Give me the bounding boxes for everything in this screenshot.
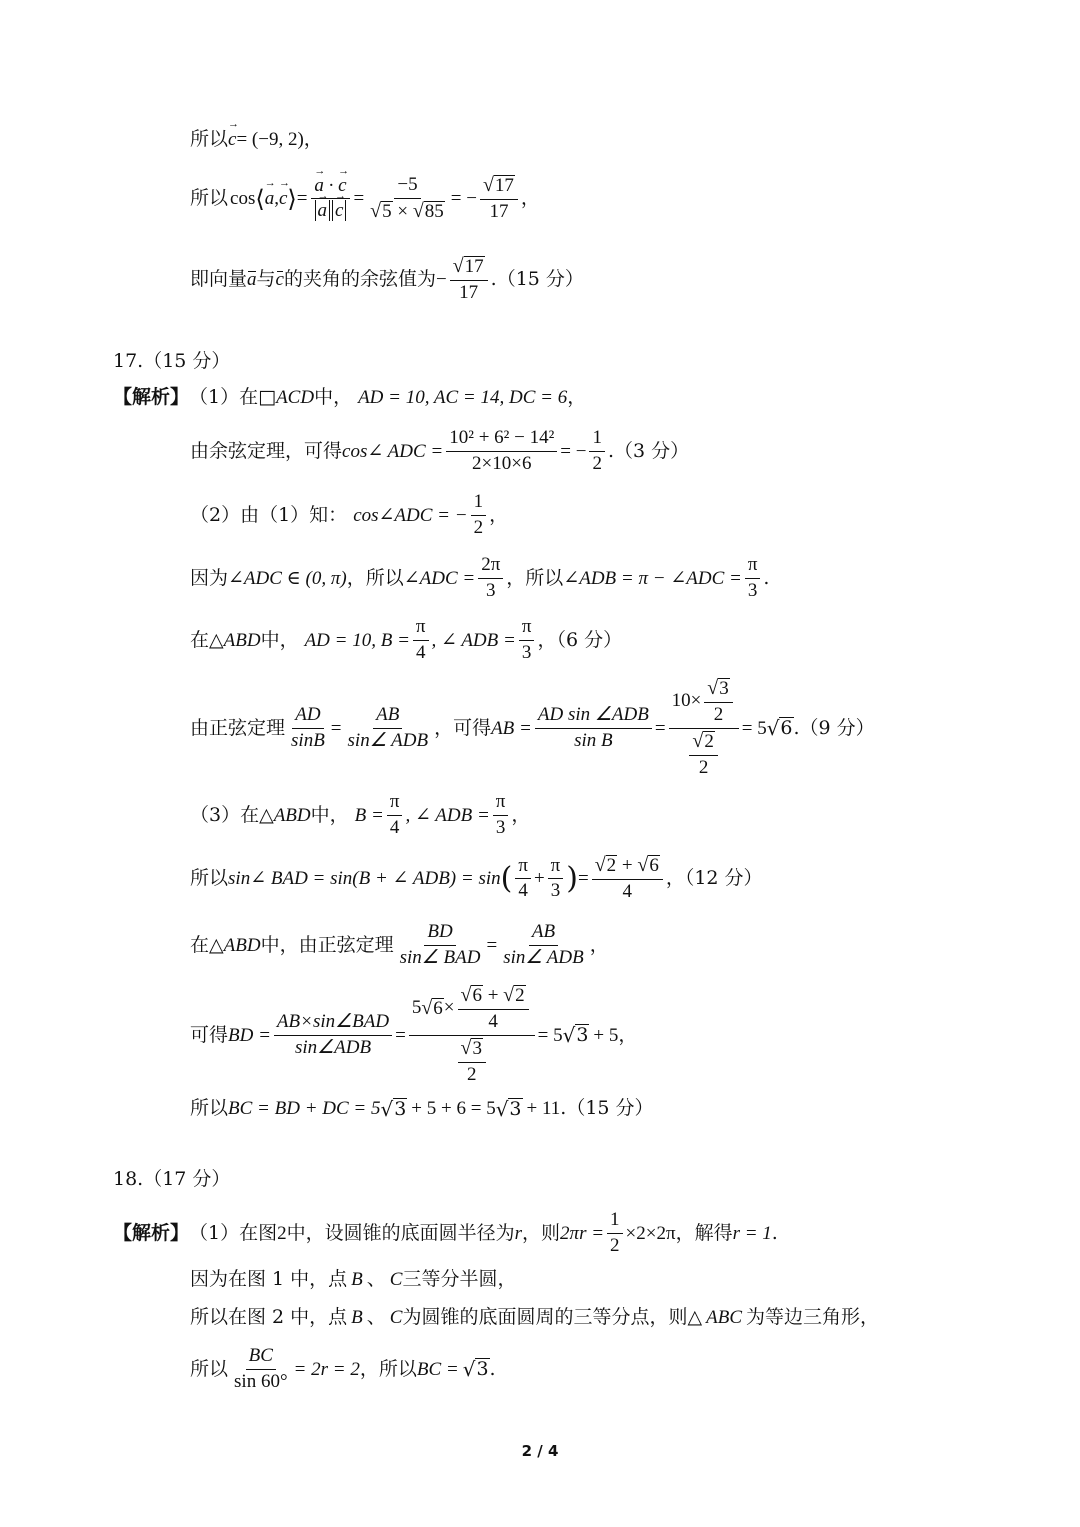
fraction: → a · → c → a→ c [311,176,351,223]
math: sin∠ BAD = sin(B + ∠ ADB) = sin [228,868,501,890]
fraction: $\frac{\pi}{4}$ [413,617,429,664]
heading-text: 17.（15 分） [113,350,231,372]
text: ， [489,503,509,526]
vector-c: → c [228,130,236,149]
math: ACD [276,387,315,408]
text: .（9 分） [793,716,875,739]
fraction: $\frac{1}{2}$ [607,1210,623,1257]
line-17-6: 由正弦定理 $\frac{AD}{\sin B}$ = $\frac{AB}{\text{sin∠ ADB}}$ ，可得 AB = $\frac{\text{AD sin ∠ADB}}{\text{sin B}}$ = 10× √ 3 2 √ 2 2 = 5 √ 6 .（9 分） [190,677,875,778]
line-17-3 [190,492,508,539]
fraction: √ 17 17 [450,256,488,304]
text: 中，设圆锥的底面圆半径为 [286,1221,515,1244]
line-cos-ac: 所以 cos ⟨ → a , → c ⟩ = → a · → c → a→ c = −5 √ 5 × √ 85 = − √ 17 17 ， [190,175,540,223]
bracket: ⟨ [255,184,265,213]
math: r = 1 [732,1222,772,1244]
text: 在△ [190,933,224,956]
line-17-2: 由余弦定理，可得 cos∠ ADC = $\frac{\text{10² + 6² − 14²}}{2\times 10\times 6}$ = − $\frac{1}{2}$ .（3 分） [190,427,690,474]
text: 所以 [190,867,229,890]
math: B [351,1269,363,1290]
fraction: $\frac{1}{2}$ [589,428,605,475]
text: . [771,1221,778,1244]
fraction: $\frac{AB}{\text{sin∠ ADB}}$ [503,921,584,968]
fraction: $\frac{\text{10² + 6² − 14²}}{2\times 10\times 6}$ [446,428,557,475]
text: 三等分半圆， [402,1268,517,1290]
text: （3）在△ [190,803,274,826]
math: , ∠ ADB = [431,629,516,651]
text: 即向量 [190,268,248,291]
math: cos∠ADC = − [353,504,468,526]
text: 中， [310,803,349,826]
text: 所以 [190,128,229,150]
line-result-cos: 即向量 a 与 c 的夹角的余弦值为 − √ 17 17 .（15 分） [190,255,584,303]
line-18-2 [190,1270,517,1289]
text: ， [520,187,540,210]
fraction: $\frac{\pi}{4}$ [387,792,403,839]
text: 的夹角的余弦值为 [283,268,436,291]
fraction: $\frac{\pi}{3}$ [519,617,535,664]
text: .（15 分） [490,268,584,291]
math: C [389,1269,403,1290]
math: ∠ADB = π − ∠ADC = [563,567,742,589]
math: r [514,1222,523,1244]
line-17-8: 所以 sin∠ BAD = sin(B + ∠ ADB) = sin ( $\frac{\pi}{4}$ + $\frac{\pi}{3}$ ) = √ 2 + √ 6 4 ，（12 分） [190,854,763,902]
text: 所以 [190,1357,229,1380]
math: ABC [706,1307,742,1328]
math: BC = [416,1358,459,1380]
text: （1）在图 [189,1221,278,1244]
line-17-4 [190,555,769,602]
text: . [763,566,770,589]
line-17-11: 所以 BC = BD + DC = 5 √ 3 + 5 + 6 = 5 √ 3 + 11 .（15 分） [190,1096,654,1121]
fraction: $\frac{BD}{\text{sin∠ BAD}}$ [399,921,481,968]
fraction: $\frac{BC}{\sin 60^\circ}$ [234,1345,288,1392]
math: cos [230,188,256,210]
math: cos∠ ADC = [342,440,444,462]
math: ABD [273,804,311,826]
page-number: 2 / 4 [521,1442,559,1460]
text: 由余弦定理，可得 [190,439,343,462]
text: ，解得 [675,1221,733,1244]
text: ，所以 [359,1357,417,1380]
compound-fraction: 10× √ 3 2 √ 2 2 [669,678,739,779]
math: ABD [223,934,261,956]
fraction: $\frac{\pi}{3}$ [548,856,564,903]
math: ∠ADC ∈ (0, π) [228,567,347,589]
math: , ∠ ADB = [405,804,490,826]
text: ， [618,1023,638,1046]
text: .（3 分） [607,439,690,462]
text: ， [303,128,323,150]
fraction: √ 17 17 [480,175,518,223]
text: 因为在图 1 中，点 [190,1268,348,1290]
tag: 【解析】 [113,386,190,408]
math: BC = BD + DC = 5 [228,1098,381,1120]
fraction: −5 √ 5 × √ 85 [370,174,444,222]
math: ABD [223,629,261,651]
line-17-9: 在△ ABD 中，由正弦定理 $\frac{BD}{\text{sin∠ BAD}}$ = $\frac{AB}{\text{sin∠ ADB}}$ ， [190,921,609,968]
fraction: $\frac{2\pi}{3}$ [478,555,503,602]
text: ，（6 分） [537,628,623,651]
text: 与 [256,268,276,291]
math: AB = [491,717,532,739]
math: C [389,1307,403,1328]
math: AD = 10, AC = 14, DC = 6 [358,387,568,408]
math: ∠ADC = [403,567,476,589]
text: 中， [314,386,353,408]
text: 可得 [190,1023,229,1046]
math: B = [354,804,384,826]
fraction: $\frac{1}{2}$ [471,492,487,539]
line-18-3 [190,1308,879,1327]
math: B [351,1307,363,1328]
fraction: $\frac{AD}{\sin B}$ [291,703,325,751]
heading-17 [113,352,230,371]
text: ， [589,933,609,956]
text: 为圆锥的底面圆周的三等分点，则△ [402,1306,703,1328]
fraction: $\frac{AB}{\text{sin∠ ADB}}$ [347,703,429,751]
text: 中，由正弦定理 [260,933,394,956]
fraction: $\frac{\text{AB×sin∠BAD}}{\text{sin∠ADB}}$ [274,1012,392,1059]
text: .（15 分） [560,1097,654,1120]
line-c-vector [190,130,323,149]
text: （1）在□ [189,386,277,408]
line-18-1: 【解析】 （1）在图 2 中，设圆锥的底面圆半径为 r ，则 2πr = $\frac{1}{2}$ ×2×2π ，解得 r = 1 . [113,1209,778,1256]
fraction: $\frac{\pi}{3}$ [745,555,761,602]
fraction: $\frac{\text{AD sin ∠ADB}}{\text{sin B}}$ [535,705,652,752]
text: 、 [366,1268,386,1290]
math: 2πr = [560,1222,605,1244]
text: 为等边三角形， [746,1306,880,1328]
fraction: √ 2 + √ 6 4 [592,855,663,903]
compound-fraction: 5 √ 6 × √ 6 + √ 2 4 √ 3 2 [409,985,535,1086]
text: ，（12 分） [665,867,763,890]
line-17-7 [190,792,530,839]
text: ，可得 [434,716,492,739]
heading-text: 18.（17 分） [113,1168,231,1190]
text: . [489,1357,496,1380]
text: （2）由（1）知： [190,503,348,526]
text: 由正弦定理 [190,716,286,739]
text: 因为 [190,566,229,589]
fraction: $\frac{\pi}{3}$ [493,792,509,839]
text: 中， [260,628,299,651]
heading-18 [113,1170,230,1189]
vector-a: a [247,269,257,291]
text: ，所以 [346,566,404,589]
line-18-4: 所以 $\frac{BC}{\sin 60^\circ}$ = 2r = 2 ，所以 BC = √ 3 . [190,1345,496,1392]
text: 所以 [190,187,229,210]
tag: 【解析】 [113,1221,190,1244]
text: 在△ [190,628,224,651]
line-17-10: 可得 BD = $\frac{\text{AB×sin∠BAD}}{\text{sin∠ADB}}$ = 5 √ 6 × √ 6 + √ 2 4 √ 3 2 = 5 √ 3 + 5 ， [190,984,638,1085]
math: = 2r = 2 [293,1358,360,1380]
vector-c: c [275,269,284,291]
text: 所以 [190,1097,229,1120]
text: ，所以 [506,566,564,589]
text: ，则 [522,1221,561,1244]
text: 、 [366,1306,386,1328]
line-17-5 [190,617,622,664]
line-17-1 [113,388,586,407]
text: 所以在图 2 中，点 [190,1306,348,1328]
math: 2 [277,1222,287,1244]
math: = (−9, 2) [236,129,304,150]
fraction: $\frac{\pi}{4}$ [515,856,531,903]
math: BD = [228,1024,271,1046]
text: ， [511,803,531,826]
text: ， [567,386,587,408]
math: AD = 10, B = [304,629,410,651]
